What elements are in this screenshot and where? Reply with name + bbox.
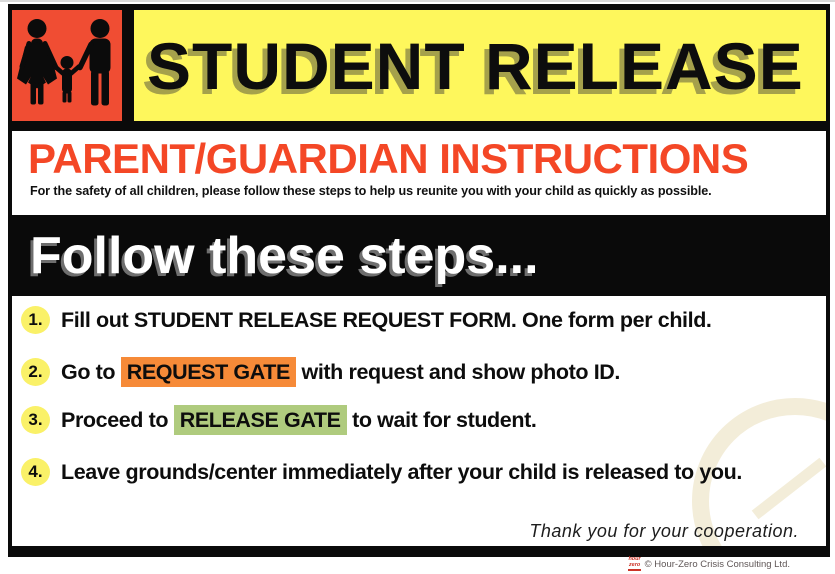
step-text: Go to REQUEST GATE with request and show photo ID. xyxy=(61,360,620,385)
instructions-section xyxy=(12,131,826,215)
instructions-heading: PARENT/GUARDIAN INSTRUCTIONS xyxy=(28,135,749,182)
student-release-poster xyxy=(8,4,830,557)
step-number-badge: 2. xyxy=(21,358,50,386)
step-number-badge: 1. xyxy=(21,306,50,334)
follow-steps-bar xyxy=(8,215,830,296)
step-text: Proceed to RELEASE GATE to wait for student. xyxy=(61,408,536,433)
thanks-note: Thank you for your cooperation. xyxy=(529,521,799,541)
step-item-1 xyxy=(12,303,712,337)
footer-credit xyxy=(628,557,790,571)
step-item-3 xyxy=(12,403,536,437)
follow-steps-title: Follow these steps... xyxy=(30,226,539,285)
step-text: Fill out STUDENT RELEASE REQUEST FORM. One form per child. xyxy=(61,307,712,332)
step-item-2 xyxy=(12,355,620,389)
instructions-subtitle: For the safety of all children, please follow these steps to help us reunite you with your child as quickly as possible. xyxy=(30,183,712,198)
steps-section xyxy=(12,296,826,546)
poster-title: STUDENT RELEASE xyxy=(147,28,804,103)
step-number-badge: 3. xyxy=(21,406,50,434)
step-item-4 xyxy=(12,455,742,489)
title-banner xyxy=(134,10,826,121)
copyright-text: © Hour-Zero Crisis Consulting Ltd. xyxy=(644,558,790,570)
hourzero-logo: hour zero xyxy=(628,557,640,571)
page-top-edge xyxy=(0,0,835,2)
step-number-badge: 4. xyxy=(21,458,50,486)
family-icon xyxy=(12,10,122,121)
step-text: Leave grounds/center immediately after your child is released to you. xyxy=(61,459,742,484)
family-icon-box xyxy=(12,10,122,121)
step-highlight-2: REQUEST GATE xyxy=(121,357,296,387)
step-highlight-3: RELEASE GATE xyxy=(174,405,347,435)
